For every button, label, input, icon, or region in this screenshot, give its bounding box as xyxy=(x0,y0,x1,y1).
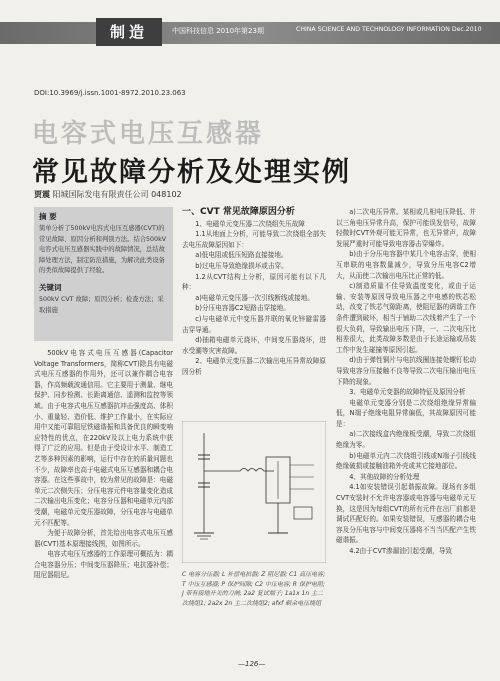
paragraph: 1.1从地面上分析，可能导致二次绕组全部失去电压故障原因如下： xyxy=(182,230,326,249)
body-column-1 xyxy=(34,348,173,581)
paragraph: 电磁单元变器分别是二次绕组绝缘异常偏低，N端子绝缘电阻异常偏低，其故障原因可能是： xyxy=(336,398,476,428)
article-title-line2: 常见故障分析及处理实例 xyxy=(32,157,351,188)
paragraph: 1、电磁单元变压器二次绕组失压故障 xyxy=(195,219,305,228)
cvt-wiring-diagram xyxy=(182,421,326,563)
paragraph: 4、其他故障的分析处理 xyxy=(349,472,420,481)
postal-code: 048102 xyxy=(151,190,182,199)
paragraph: b)电磁单元内二次绕组引线或N端子引线线绝缘破损或接触油箱外壳或其它接地部位。 xyxy=(336,451,476,471)
doi: DOI:10.3969/j.issn.1001-8972.2010.23.063 xyxy=(34,89,186,97)
keywords-label: 关键词 xyxy=(39,282,62,292)
abstract-box xyxy=(34,207,173,341)
paragraph: d)抽箱电磁单元烧坏，中间变压器烧坏，进水受潮等灾害故障。 xyxy=(182,336,326,355)
abstract-label: 摘 要 xyxy=(39,212,57,221)
paragraph: b)由于分压电容器中某几个电容击穿，使相互串联的电容数量减少，导致分压电容C2增大，从而使二次输出电压比正常的低。 xyxy=(336,250,476,280)
journal-name-english: CHINA SCIENCE AND TECHNOLOGY INFORMATION Dec.2010 xyxy=(296,26,482,33)
keywords-text: 500kV CVT 故障；原因分析；检查方法；采取措施 xyxy=(39,295,164,314)
paragraph: b)过电压导致绝缘损坏或击穿。 xyxy=(195,261,288,270)
paragraph: d)由于弹性铜片与电抗线圈连接处螺钉松动导致电容分压接触不良等导致二次电压输出电压下降的现象。 xyxy=(336,356,476,386)
paragraph: c)制造质量不佳导致温度变化，或由于运输、安装等原因导致电压器之中电感的铁芯松动，改变了铁芯气隙距离，使阻尼器的调谐工作条件遭到破坏，相当于铺助二次线着产生了一个很大负荷，导致输出电压下降，一、二次电压比相差很大，此类故障多数是由于长途运输或吊装工作中发生碰撞等原因引起。 xyxy=(336,282,476,354)
paragraph: 3、电磁单元变器的故障特征及原因分析 xyxy=(349,388,466,397)
article-title-line1: 电容式电压互感器 xyxy=(32,119,265,149)
paragraph: 4.2由于CVT渗漏油引起受潮，导致 xyxy=(349,547,452,555)
journal-issue: 中国科技信息 2010年第23期 xyxy=(172,27,264,35)
paragraph: 2、电磁单元变压器二次输出电压异常故障原因分析 xyxy=(182,357,326,376)
author-line xyxy=(34,189,182,200)
page-number: —126— xyxy=(238,660,266,668)
paragraph: a)二次接线盒内绝缘板受潮，导致二次绕组绝缘为零。 xyxy=(336,430,476,450)
paragraph: a)低电阻或低压短路直接接地。 xyxy=(195,251,288,260)
author-name: 贾震 xyxy=(34,190,50,199)
body-column-2 xyxy=(182,207,326,378)
paragraph: 500kV电容式电压互感器(Capacitor Voltage Transformers，简称CVT)除具有电磁式电压互感器的作用外，还可以兼作耦合电容器，作高频载波通信用。它主要用于测量、继电保护、同步检测、长距离通信、遥测和监控等领域。由于电容式电压互感器抗冲击强度高、体积小、重量轻、造价低、维护工作量小，在实际应用中又能可靠阻尼铁磁谐振和具备优良的瞬变响应特性的优点，在220kV及以上电力系统中获得了广泛的应用。但是由于受设计水平、制造工艺等多种因素的影响，运行中存在的质量问题也不少，故障率也高于电磁式电压互感器和耦合电容器。在这些事故中，较为常见的故障是：电磁单元二次侧失压；分压电容元件电容量变化造成二次输出电压变化；电容分压器和电磁单元内部受潮，电磁单元变压器故障，分压电容与电磁单元不匹配等。 xyxy=(34,349,173,527)
author-affiliation: 阳城国际发电有限责任公司 xyxy=(52,190,149,199)
paragraph: 4.1如安装错误引起谐振故障。现场有多组CVT安装时不允许电容器或电容器与电磁单元互换，这是因为每组CVT的所有元件在出厂前都是调试匹配好的。如果安装错误，互感器的耦合电容及分压电容与中间变压器将不当当匹配产生铁磁谐振。 xyxy=(336,483,476,545)
figure-caption: C 电容分压器; L 补偿电抗器; Z 阻尼器; C1 高压电容; T 中压互感器; P 保护间隙; C2 中压电容; R 保护电阻; J 带有接地开关的刀闸; 2a2 复试端子; 1a1x 1n 主二次绕组1; 2a2x 2n 主二次绕组2; afxf 剩余电压绕组 xyxy=(182,571,326,607)
body-column-3 xyxy=(336,207,476,557)
paragraph: c)与电磁单元中变压器并联的氧化锌避雷器击穿导通。 xyxy=(182,314,326,334)
paragraph: 1.2从CVT结构上分析，原因可能有以下几种： xyxy=(182,272,326,292)
paragraph: 电容式电压互感器的工作原理可概括为：耦合电容器分压；中间变压器降压；电抗器补偿；阻尼器阻尼。 xyxy=(34,550,173,580)
paragraph: 为便于故障分析，首先给出电容式电压互感器(CVT)基本原理接线图，如图所示。 xyxy=(34,529,173,548)
paragraph: a)二次电压异常。某相或几相电压降低、并以三角电压异常升高，保护可能误发信号，故障轻微时CVT外观可能无异常，也无异常声，故障发展严重时可能导致电容器击穿爆炸。 xyxy=(336,208,476,248)
abstract-text: 简单分析了500kV电容式电压互感器(CVT)的常见故障、原因分析和判别方法。结合500kV电容式电压互感器实践中的故障情况，总结故障处理方法，制定防范措施，为解决此类设备的类似故障提供了经验。 xyxy=(39,225,167,275)
section-heading: 一、CVT 常见故障原因分析 xyxy=(182,207,295,217)
header-section-tab: 制造 xyxy=(96,18,162,46)
paragraph: a)电磁单元变压器一次引线断线或接地。 xyxy=(195,293,314,302)
paragraph: b)分压电容器C2短路击穿接地。 xyxy=(195,304,290,313)
